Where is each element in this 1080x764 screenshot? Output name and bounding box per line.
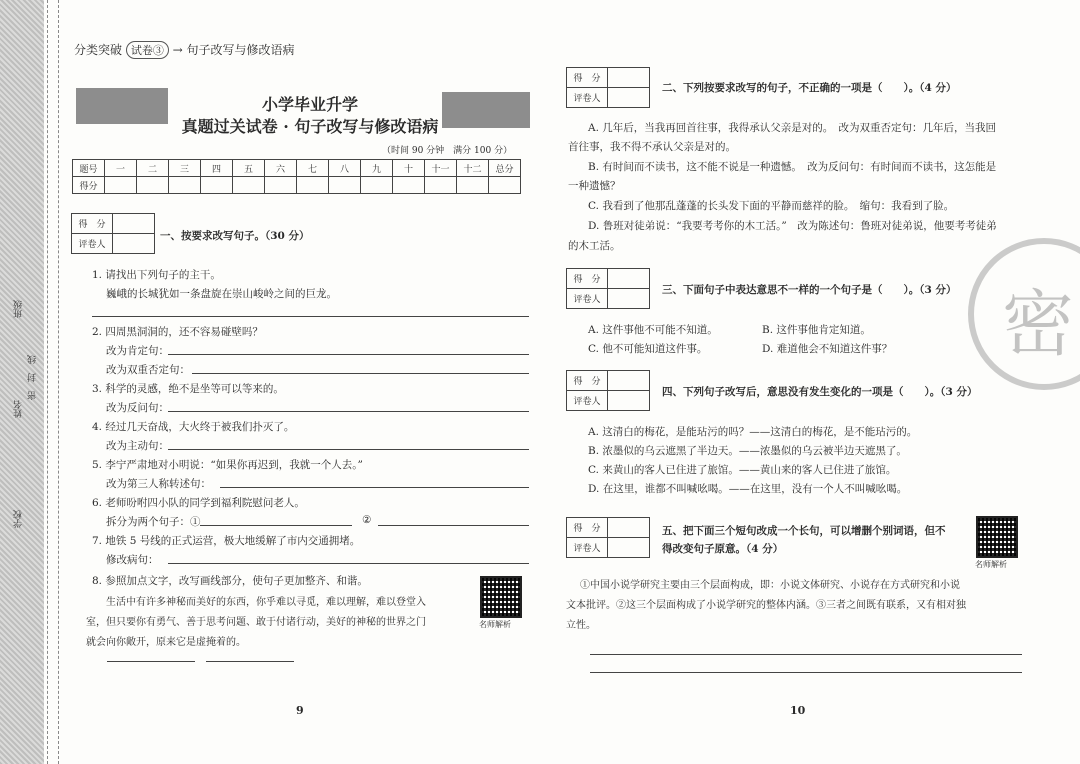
time-note: （时间 90 分钟 满分 100 分） (382, 146, 513, 156)
s4-option-c: C. 来黄山的客人已住进了旅馆。——黄山来的客人已住进了旅馆。 (588, 464, 897, 476)
score-cell[interactable] (137, 177, 169, 194)
confidential-stamp: 密 (968, 238, 1080, 390)
q5-prompt: 改为第三人称转述句： (106, 478, 211, 490)
score-cell[interactable] (489, 177, 521, 194)
q5: 5. 李宁严肃地对小明说：“如果你再迟到，我就一个人去。” (92, 459, 363, 471)
q6: 6. 老师吩咐四小队的同学到福利院慰问老人。 (92, 497, 305, 509)
section2-title: 二、下列按要求改写的句子，不正确的一项是（ ）。（4 分） (662, 82, 957, 94)
header-a: 分类突破 (74, 43, 123, 57)
q8-para-3: 就会向你敞开，原来它是虚掩着的。 (86, 637, 246, 648)
qr-code-left (480, 576, 522, 618)
page-number-right: 10 (790, 704, 806, 717)
score-header-cell: 十二 (457, 160, 489, 177)
score-header-cell: 五 (233, 160, 265, 177)
s5-para-2: 文本批评。②这三个层面构成了小说学研究的整体内涵。③三者之间既有联系，又有相对独 (566, 600, 966, 611)
s3-option-c: C. 他不可能知道这件事。 (588, 343, 708, 355)
q6-prompt-b: ② (362, 514, 372, 526)
page-title: 小学毕业升学 (261, 95, 358, 114)
page-header (74, 41, 295, 59)
score-header-cell: 总分 (489, 160, 521, 177)
section5-title-1: 五、把下面三个短句改成一个长句，可以增删个别词语，但不 (662, 525, 946, 537)
q2: 2. 四周黑洞洞的，还不容易碰壁吗？ (92, 326, 263, 338)
s2-option-b-cont: 一种遗憾？ (568, 180, 621, 192)
score-header-cell: 四 (201, 160, 233, 177)
s2-option-b: B. 有时间而不读书，这不能不说是一种遗憾。 改为反问句：有时间而不读书，这怎能是 (588, 161, 997, 173)
score-cell[interactable] (105, 177, 137, 194)
qr-caption-left: 名师解析 (479, 620, 511, 629)
s3-option-b: B. 这件事他肯定知道。 (762, 324, 871, 336)
q8: 8. 参照加点文字，改写画线部分，使句子更加整齐、和谐。 (92, 575, 368, 587)
grade-box-1: 得 分 评卷人 (71, 213, 155, 254)
grade-box-4: 得 分 评卷人 (566, 370, 650, 411)
answer-line[interactable] (168, 411, 529, 412)
answer-line[interactable] (590, 654, 1022, 655)
grade-box-5: 得 分 评卷人 (566, 517, 650, 558)
score-cell[interactable] (297, 177, 329, 194)
s4-option-d: D. 在这里，谁都不叫喊吆喝。——在这里，没有一个人不叫喊吆喝。 (588, 483, 908, 495)
grade-box-3: 得 分 评卷人 (566, 268, 650, 309)
score-row-label: 得分 (73, 177, 105, 194)
page-subtitle: 真题过关试卷 · 句子改写与修改语病 (181, 117, 439, 136)
answer-line[interactable] (192, 373, 529, 374)
q4-prompt: 改为主动句： (106, 440, 169, 452)
page-number-left: 9 (296, 704, 304, 717)
q6-prompt-a: 拆分为两个句子：① (106, 516, 201, 528)
q7: 7. 地铁 5 号线的正式运营，极大地缓解了市内交通拥堵。 (92, 535, 361, 547)
q8-para-1: 生活中有许多神秘而美好的东西，你乎难以寻觅，难以理解，难以登堂入 (106, 597, 426, 608)
score-cell[interactable] (265, 177, 297, 194)
score-cell[interactable] (233, 177, 265, 194)
section4-title: 四、下列句子改写后，意思没有发生变化的一项是（ ）。（3 分） (662, 386, 978, 398)
qr-caption-right: 名师解析 (975, 560, 1007, 569)
score-cell[interactable] (457, 177, 489, 194)
s4-option-b: B. 浓墨似的乌云遮黑了半边天。——浓墨似的乌云被半边天遮黑了。 (588, 445, 907, 457)
score-header-cell: 一 (105, 160, 137, 177)
s3-option-d: D. 难道他会不知道这件事？ (762, 343, 893, 355)
school-label: 学校 (14, 510, 24, 528)
q1: 1. 请找出下列句子的主干。 (92, 269, 221, 281)
answer-line[interactable] (590, 672, 1022, 673)
cut-line (47, 0, 48, 764)
score-cell[interactable] (201, 177, 233, 194)
seal-label: 密 封 线 (28, 355, 38, 400)
answer-line[interactable] (220, 487, 529, 488)
seal-line (58, 0, 59, 764)
class-label: 班级 (14, 300, 24, 318)
score-cell[interactable] (169, 177, 201, 194)
score-header-cell: 三 (169, 160, 201, 177)
s2-option-d-cont: 的木工活。 (568, 240, 621, 252)
header-b: → 句子改写与修改语病 (172, 43, 295, 57)
score-header-cell: 十 (393, 160, 425, 177)
score-header-cell: 二 (137, 160, 169, 177)
qr-code-right (976, 516, 1018, 558)
q2-prompt-a: 改为肯定句： (106, 345, 169, 357)
score-cell[interactable] (393, 177, 425, 194)
score-header-cell: 八 (329, 160, 361, 177)
q3-prompt: 改为反问句： (106, 402, 169, 414)
s2-option-c: C. 我看到了他那乱蓬蓬的长头发下面的平静而慈祥的脸。 缩句：我看到了脸。 (588, 200, 955, 212)
s5-para-3: 立性。 (566, 620, 596, 631)
score-cell[interactable] (425, 177, 457, 194)
q3: 3. 科学的灵感，绝不是坐等可以等来的。 (92, 383, 284, 395)
title-block-left (76, 88, 168, 124)
name-label: 姓名 (14, 400, 24, 418)
s4-option-a: A. 这清白的梅花，是能玷污的吗？——这清白的梅花，是不能玷污的。 (588, 426, 918, 438)
score-header-cell: 十一 (425, 160, 457, 177)
q8-para-2: 室，但只要你有勇气、善于思考问题、敢于付诸行动，美好的神秘的世界之门 (86, 617, 426, 628)
s2-option-d: D. 鲁班对徒弟说：“我要考考你的木工活。” 改为陈述句：鲁班对徒弟说，他要考考徒弟 (588, 220, 997, 232)
answer-line[interactable] (168, 563, 529, 564)
q1-text: 巍峨的长城犹如一条盘旋在崇山峻岭之间的巨龙。 (106, 288, 337, 300)
answer-line[interactable] (168, 354, 529, 355)
q2-prompt-b: 改为双重否定句： (106, 364, 190, 376)
score-cell[interactable] (361, 177, 393, 194)
s2-option-a: A. 几年后，当我再回首往事，我得承认父亲是对的。 改为双重否定句：几年后，当我回 (588, 122, 997, 134)
score-table (72, 159, 521, 194)
answer-line[interactable] (107, 661, 195, 662)
s2-option-a-cont: 首往事，我不得不承认父亲是对的。 (568, 141, 736, 153)
score-header-cell: 六 (265, 160, 297, 177)
score-header-cell: 七 (297, 160, 329, 177)
s3-option-a: A. 这件事他不可能不知道。 (588, 324, 718, 336)
q4: 4. 经过几天奋战，大火终于被我们扑灭了。 (92, 421, 295, 433)
score-header-cell: 题号 (73, 160, 105, 177)
section1-title: 一、按要求改写句子。（30 分） (160, 230, 310, 242)
section3-title: 三、下面句子中表达意思不一样的一个句子是（ ）。（3 分） (662, 284, 957, 296)
answer-line[interactable] (168, 449, 529, 450)
score-header-cell: 九 (361, 160, 393, 177)
answer-line[interactable] (378, 525, 529, 526)
grade-box-2: 得 分 评卷人 (566, 67, 650, 108)
answer-line[interactable] (200, 525, 352, 526)
q7-prompt: 修改病句： (106, 554, 159, 566)
answer-line[interactable] (206, 661, 294, 662)
answer-line[interactable] (92, 316, 529, 317)
s5-para-1: ①中国小说学研究主要由三个层面构成，即：小说文体研究、小说存在方式研究和小说 (580, 580, 960, 591)
header-badge: 试卷③ (126, 41, 169, 59)
score-cell[interactable] (329, 177, 361, 194)
section5-title-2: 得改变句子原意。（4 分） (662, 543, 784, 555)
